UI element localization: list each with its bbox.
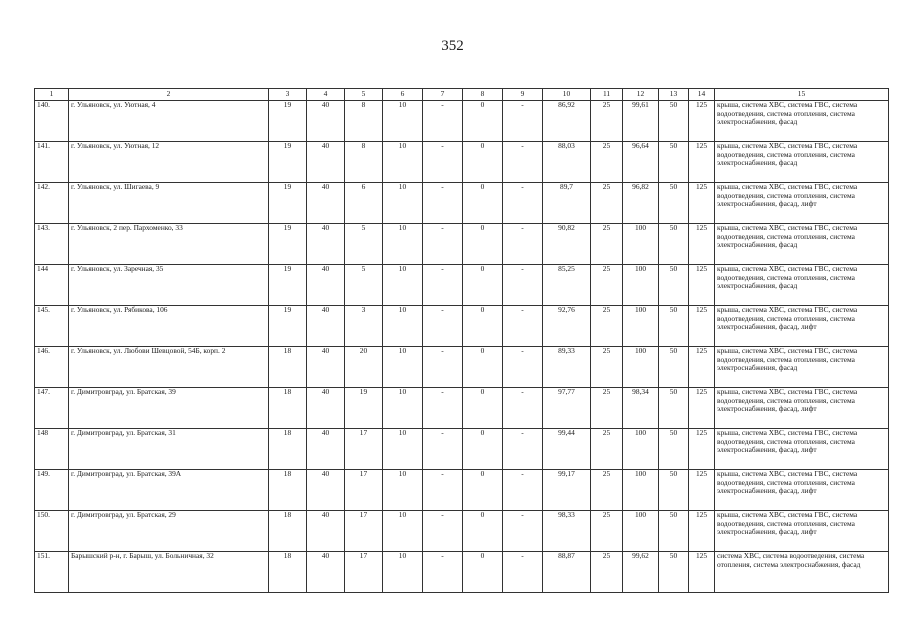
col-6-cell: 10 <box>383 388 423 429</box>
col-6-cell: 10 <box>383 265 423 306</box>
col-3-cell: 19 <box>269 224 307 265</box>
col-9-cell: - <box>503 265 543 306</box>
col-4-cell: 40 <box>307 306 345 347</box>
col-4-cell: 40 <box>307 429 345 470</box>
col-6-cell: 10 <box>383 142 423 183</box>
col-7-cell: - <box>423 142 463 183</box>
col-5-cell: 8 <box>345 101 383 142</box>
col-9-cell: - <box>503 306 543 347</box>
col-14-cell: 125 <box>689 429 715 470</box>
col-13-cell: 50 <box>659 101 689 142</box>
col-6-cell: 10 <box>383 429 423 470</box>
col-5-cell: 6 <box>345 183 383 224</box>
col-13-cell: 50 <box>659 224 689 265</box>
works-description-cell: крыша, система ХВС, система ГВС, система водоотведения, система отопления, система электроснабжения, фасад <box>715 101 889 142</box>
column-header-8: 8 <box>463 89 503 101</box>
col-8-cell: 0 <box>463 183 503 224</box>
col-9-cell: - <box>503 511 543 552</box>
col-7-cell: - <box>423 429 463 470</box>
col-4-cell: 40 <box>307 101 345 142</box>
col-10-cell: 86,92 <box>543 101 591 142</box>
col-13-cell: 50 <box>659 552 689 593</box>
table-row <box>35 224 889 265</box>
works-description-cell: крыша, система ХВС, система ГВС, система водоотведения, система отопления, система электроснабжения, фасад, лифт <box>715 388 889 429</box>
col-3-cell: 18 <box>269 552 307 593</box>
col-3-cell: 18 <box>269 347 307 388</box>
col-14-cell: 125 <box>689 470 715 511</box>
row-number: 147. <box>35 388 69 429</box>
col-11-cell: 25 <box>591 347 623 388</box>
col-3-cell: 19 <box>269 142 307 183</box>
col-3-cell: 19 <box>269 183 307 224</box>
column-header-5: 5 <box>345 89 383 101</box>
column-header-14: 14 <box>689 89 715 101</box>
col-7-cell: - <box>423 470 463 511</box>
table-body <box>35 101 889 593</box>
col-3-cell: 18 <box>269 511 307 552</box>
column-header-4: 4 <box>307 89 345 101</box>
col-11-cell: 25 <box>591 224 623 265</box>
row-number: 141. <box>35 142 69 183</box>
address-cell: г. Ульяновск, 2 пер. Пархоменко, 33 <box>69 224 269 265</box>
column-header-15: 15 <box>715 89 889 101</box>
col-7-cell: - <box>423 388 463 429</box>
col-6-cell: 10 <box>383 511 423 552</box>
col-13-cell: 50 <box>659 429 689 470</box>
works-description-cell: крыша, система ХВС, система ГВС, система водоотведения, система отопления, система электроснабжения, фасад <box>715 142 889 183</box>
works-description-cell: крыша, система ХВС, система ГВС, система водоотведения, система отопления, система электроснабжения, фасад <box>715 347 889 388</box>
column-header-2: 2 <box>69 89 269 101</box>
works-description-cell: система ХВС, система водоотведения, система отопления, система электроснабжения, фасад <box>715 552 889 593</box>
col-12-cell: 100 <box>623 511 659 552</box>
col-4-cell: 40 <box>307 183 345 224</box>
col-12-cell: 100 <box>623 347 659 388</box>
table-row <box>35 347 889 388</box>
col-7-cell: - <box>423 224 463 265</box>
col-3-cell: 19 <box>269 101 307 142</box>
col-14-cell: 125 <box>689 265 715 306</box>
row-number: 144 <box>35 265 69 306</box>
address-cell: г. Ульяновск, ул. Уютная, 12 <box>69 142 269 183</box>
col-10-cell: 97,77 <box>543 388 591 429</box>
col-8-cell: 0 <box>463 142 503 183</box>
works-description-cell: крыша, система ХВС, система ГВС, система водоотведения, система отопления, система электроснабжения, фасад, лифт <box>715 511 889 552</box>
col-4-cell: 40 <box>307 265 345 306</box>
col-9-cell: - <box>503 101 543 142</box>
col-5-cell: 17 <box>345 552 383 593</box>
col-8-cell: 0 <box>463 388 503 429</box>
col-6-cell: 10 <box>383 183 423 224</box>
page-number: 352 <box>441 38 464 54</box>
table-row <box>35 265 889 306</box>
col-12-cell: 96,82 <box>623 183 659 224</box>
address-cell: г. Ульяновск, ул. Заречная, 35 <box>69 265 269 306</box>
col-5-cell: 8 <box>345 142 383 183</box>
column-header-11: 11 <box>591 89 623 101</box>
apartment-buildings-table-container <box>34 88 888 593</box>
col-10-cell: 89,7 <box>543 183 591 224</box>
col-7-cell: - <box>423 552 463 593</box>
col-4-cell: 40 <box>307 142 345 183</box>
table-row <box>35 183 889 224</box>
works-description-cell: крыша, система ХВС, система ГВС, система водоотведения, система отопления, система электроснабжения, фасад, лифт <box>715 183 889 224</box>
col-9-cell: - <box>503 183 543 224</box>
table-row <box>35 429 889 470</box>
col-11-cell: 25 <box>591 429 623 470</box>
col-7-cell: - <box>423 265 463 306</box>
table-row <box>35 101 889 142</box>
col-6-cell: 10 <box>383 470 423 511</box>
col-12-cell: 100 <box>623 306 659 347</box>
col-11-cell: 25 <box>591 552 623 593</box>
col-10-cell: 98,33 <box>543 511 591 552</box>
col-10-cell: 92,76 <box>543 306 591 347</box>
col-8-cell: 0 <box>463 552 503 593</box>
col-4-cell: 40 <box>307 511 345 552</box>
col-13-cell: 50 <box>659 306 689 347</box>
address-cell: г. Ульяновск, ул. Уютная, 4 <box>69 101 269 142</box>
col-11-cell: 25 <box>591 470 623 511</box>
row-number: 142. <box>35 183 69 224</box>
col-5-cell: 5 <box>345 265 383 306</box>
col-8-cell: 0 <box>463 224 503 265</box>
col-13-cell: 50 <box>659 265 689 306</box>
table-row <box>35 552 889 593</box>
col-7-cell: - <box>423 511 463 552</box>
address-cell: г. Ульяновск, ул. Шигаева, 9 <box>69 183 269 224</box>
col-3-cell: 19 <box>269 265 307 306</box>
col-8-cell: 0 <box>463 265 503 306</box>
col-5-cell: 19 <box>345 388 383 429</box>
address-cell: Барышский р-н, г. Барыш, ул. Больничная, 32 <box>69 552 269 593</box>
col-9-cell: - <box>503 470 543 511</box>
table-row <box>35 306 889 347</box>
col-3-cell: 18 <box>269 388 307 429</box>
column-header-9: 9 <box>503 89 543 101</box>
col-9-cell: - <box>503 388 543 429</box>
col-10-cell: 89,33 <box>543 347 591 388</box>
works-description-cell: крыша, система ХВС, система ГВС, система водоотведения, система отопления, система электроснабжения, фасад, лифт <box>715 470 889 511</box>
col-11-cell: 25 <box>591 306 623 347</box>
col-7-cell: - <box>423 183 463 224</box>
col-11-cell: 25 <box>591 511 623 552</box>
col-14-cell: 125 <box>689 388 715 429</box>
column-header-12: 12 <box>623 89 659 101</box>
col-12-cell: 100 <box>623 470 659 511</box>
col-5-cell: 5 <box>345 224 383 265</box>
col-8-cell: 0 <box>463 347 503 388</box>
col-6-cell: 10 <box>383 306 423 347</box>
col-13-cell: 50 <box>659 142 689 183</box>
col-14-cell: 125 <box>689 183 715 224</box>
col-10-cell: 85,25 <box>543 265 591 306</box>
row-number: 145. <box>35 306 69 347</box>
col-14-cell: 125 <box>689 224 715 265</box>
column-header-1: 1 <box>35 89 69 101</box>
address-cell: г. Димитровград, ул. Братская, 39 <box>69 388 269 429</box>
col-5-cell: 3 <box>345 306 383 347</box>
col-14-cell: 125 <box>689 142 715 183</box>
table-row <box>35 470 889 511</box>
col-8-cell: 0 <box>463 511 503 552</box>
col-7-cell: - <box>423 101 463 142</box>
col-12-cell: 99,61 <box>623 101 659 142</box>
col-4-cell: 40 <box>307 470 345 511</box>
col-6-cell: 10 <box>383 224 423 265</box>
address-cell: г. Димитровград, ул. Братская, 31 <box>69 429 269 470</box>
row-number: 143. <box>35 224 69 265</box>
col-6-cell: 10 <box>383 347 423 388</box>
works-description-cell: крыша, система ХВС, система ГВС, система водоотведения, система отопления, система электроснабжения, фасад <box>715 265 889 306</box>
address-cell: г. Димитровград, ул. Братская, 29 <box>69 511 269 552</box>
col-8-cell: 0 <box>463 470 503 511</box>
row-number: 140. <box>35 101 69 142</box>
col-5-cell: 17 <box>345 470 383 511</box>
col-6-cell: 10 <box>383 552 423 593</box>
col-5-cell: 17 <box>345 429 383 470</box>
col-12-cell: 99,62 <box>623 552 659 593</box>
row-number: 151. <box>35 552 69 593</box>
column-header-10: 10 <box>543 89 591 101</box>
col-5-cell: 20 <box>345 347 383 388</box>
works-description-cell: крыша, система ХВС, система ГВС, система водоотведения, система отопления, система электроснабжения, фасад, лифт <box>715 429 889 470</box>
col-14-cell: 125 <box>689 306 715 347</box>
col-7-cell: - <box>423 347 463 388</box>
col-12-cell: 100 <box>623 429 659 470</box>
col-4-cell: 40 <box>307 347 345 388</box>
col-13-cell: 50 <box>659 511 689 552</box>
works-description-cell: крыша, система ХВС, система ГВС, система водоотведения, система отопления, система электроснабжения, фасад <box>715 224 889 265</box>
works-description-cell: крыша, система ХВС, система ГВС, система водоотведения, система отопления, система электроснабжения, фасад, лифт <box>715 306 889 347</box>
table-row <box>35 142 889 183</box>
table-row <box>35 511 889 552</box>
col-14-cell: 125 <box>689 511 715 552</box>
col-14-cell: 125 <box>689 101 715 142</box>
col-5-cell: 17 <box>345 511 383 552</box>
col-14-cell: 125 <box>689 552 715 593</box>
column-header-13: 13 <box>659 89 689 101</box>
col-11-cell: 25 <box>591 265 623 306</box>
col-11-cell: 25 <box>591 142 623 183</box>
col-13-cell: 50 <box>659 470 689 511</box>
col-13-cell: 50 <box>659 183 689 224</box>
col-3-cell: 18 <box>269 470 307 511</box>
column-header-6: 6 <box>383 89 423 101</box>
col-10-cell: 90,82 <box>543 224 591 265</box>
col-4-cell: 40 <box>307 388 345 429</box>
col-10-cell: 88,03 <box>543 142 591 183</box>
col-7-cell: - <box>423 306 463 347</box>
col-13-cell: 50 <box>659 388 689 429</box>
col-9-cell: - <box>503 429 543 470</box>
col-11-cell: 25 <box>591 183 623 224</box>
column-header-7: 7 <box>423 89 463 101</box>
col-11-cell: 25 <box>591 388 623 429</box>
col-3-cell: 18 <box>269 429 307 470</box>
col-4-cell: 40 <box>307 552 345 593</box>
col-9-cell: - <box>503 224 543 265</box>
col-12-cell: 96,64 <box>623 142 659 183</box>
apartment-buildings-table <box>34 88 889 593</box>
col-10-cell: 88,87 <box>543 552 591 593</box>
col-14-cell: 125 <box>689 347 715 388</box>
col-12-cell: 100 <box>623 224 659 265</box>
row-number: 150. <box>35 511 69 552</box>
col-10-cell: 99,44 <box>543 429 591 470</box>
col-9-cell: - <box>503 347 543 388</box>
col-13-cell: 50 <box>659 347 689 388</box>
row-number: 148 <box>35 429 69 470</box>
col-8-cell: 0 <box>463 306 503 347</box>
table-row <box>35 388 889 429</box>
address-cell: г. Димитровград, ул. Братская, 39А <box>69 470 269 511</box>
col-11-cell: 25 <box>591 101 623 142</box>
col-3-cell: 19 <box>269 306 307 347</box>
col-4-cell: 40 <box>307 224 345 265</box>
header-row <box>35 89 889 101</box>
col-9-cell: - <box>503 142 543 183</box>
col-10-cell: 99,17 <box>543 470 591 511</box>
col-6-cell: 10 <box>383 101 423 142</box>
col-12-cell: 100 <box>623 265 659 306</box>
col-8-cell: 0 <box>463 101 503 142</box>
col-8-cell: 0 <box>463 429 503 470</box>
col-9-cell: - <box>503 552 543 593</box>
row-number: 149. <box>35 470 69 511</box>
row-number: 146. <box>35 347 69 388</box>
col-12-cell: 98,34 <box>623 388 659 429</box>
address-cell: г. Ульяновск, ул. Рябикова, 106 <box>69 306 269 347</box>
column-header-3: 3 <box>269 89 307 101</box>
address-cell: г. Ульяновск, ул. Любови Шевцовой, 54Б, корп. 2 <box>69 347 269 388</box>
